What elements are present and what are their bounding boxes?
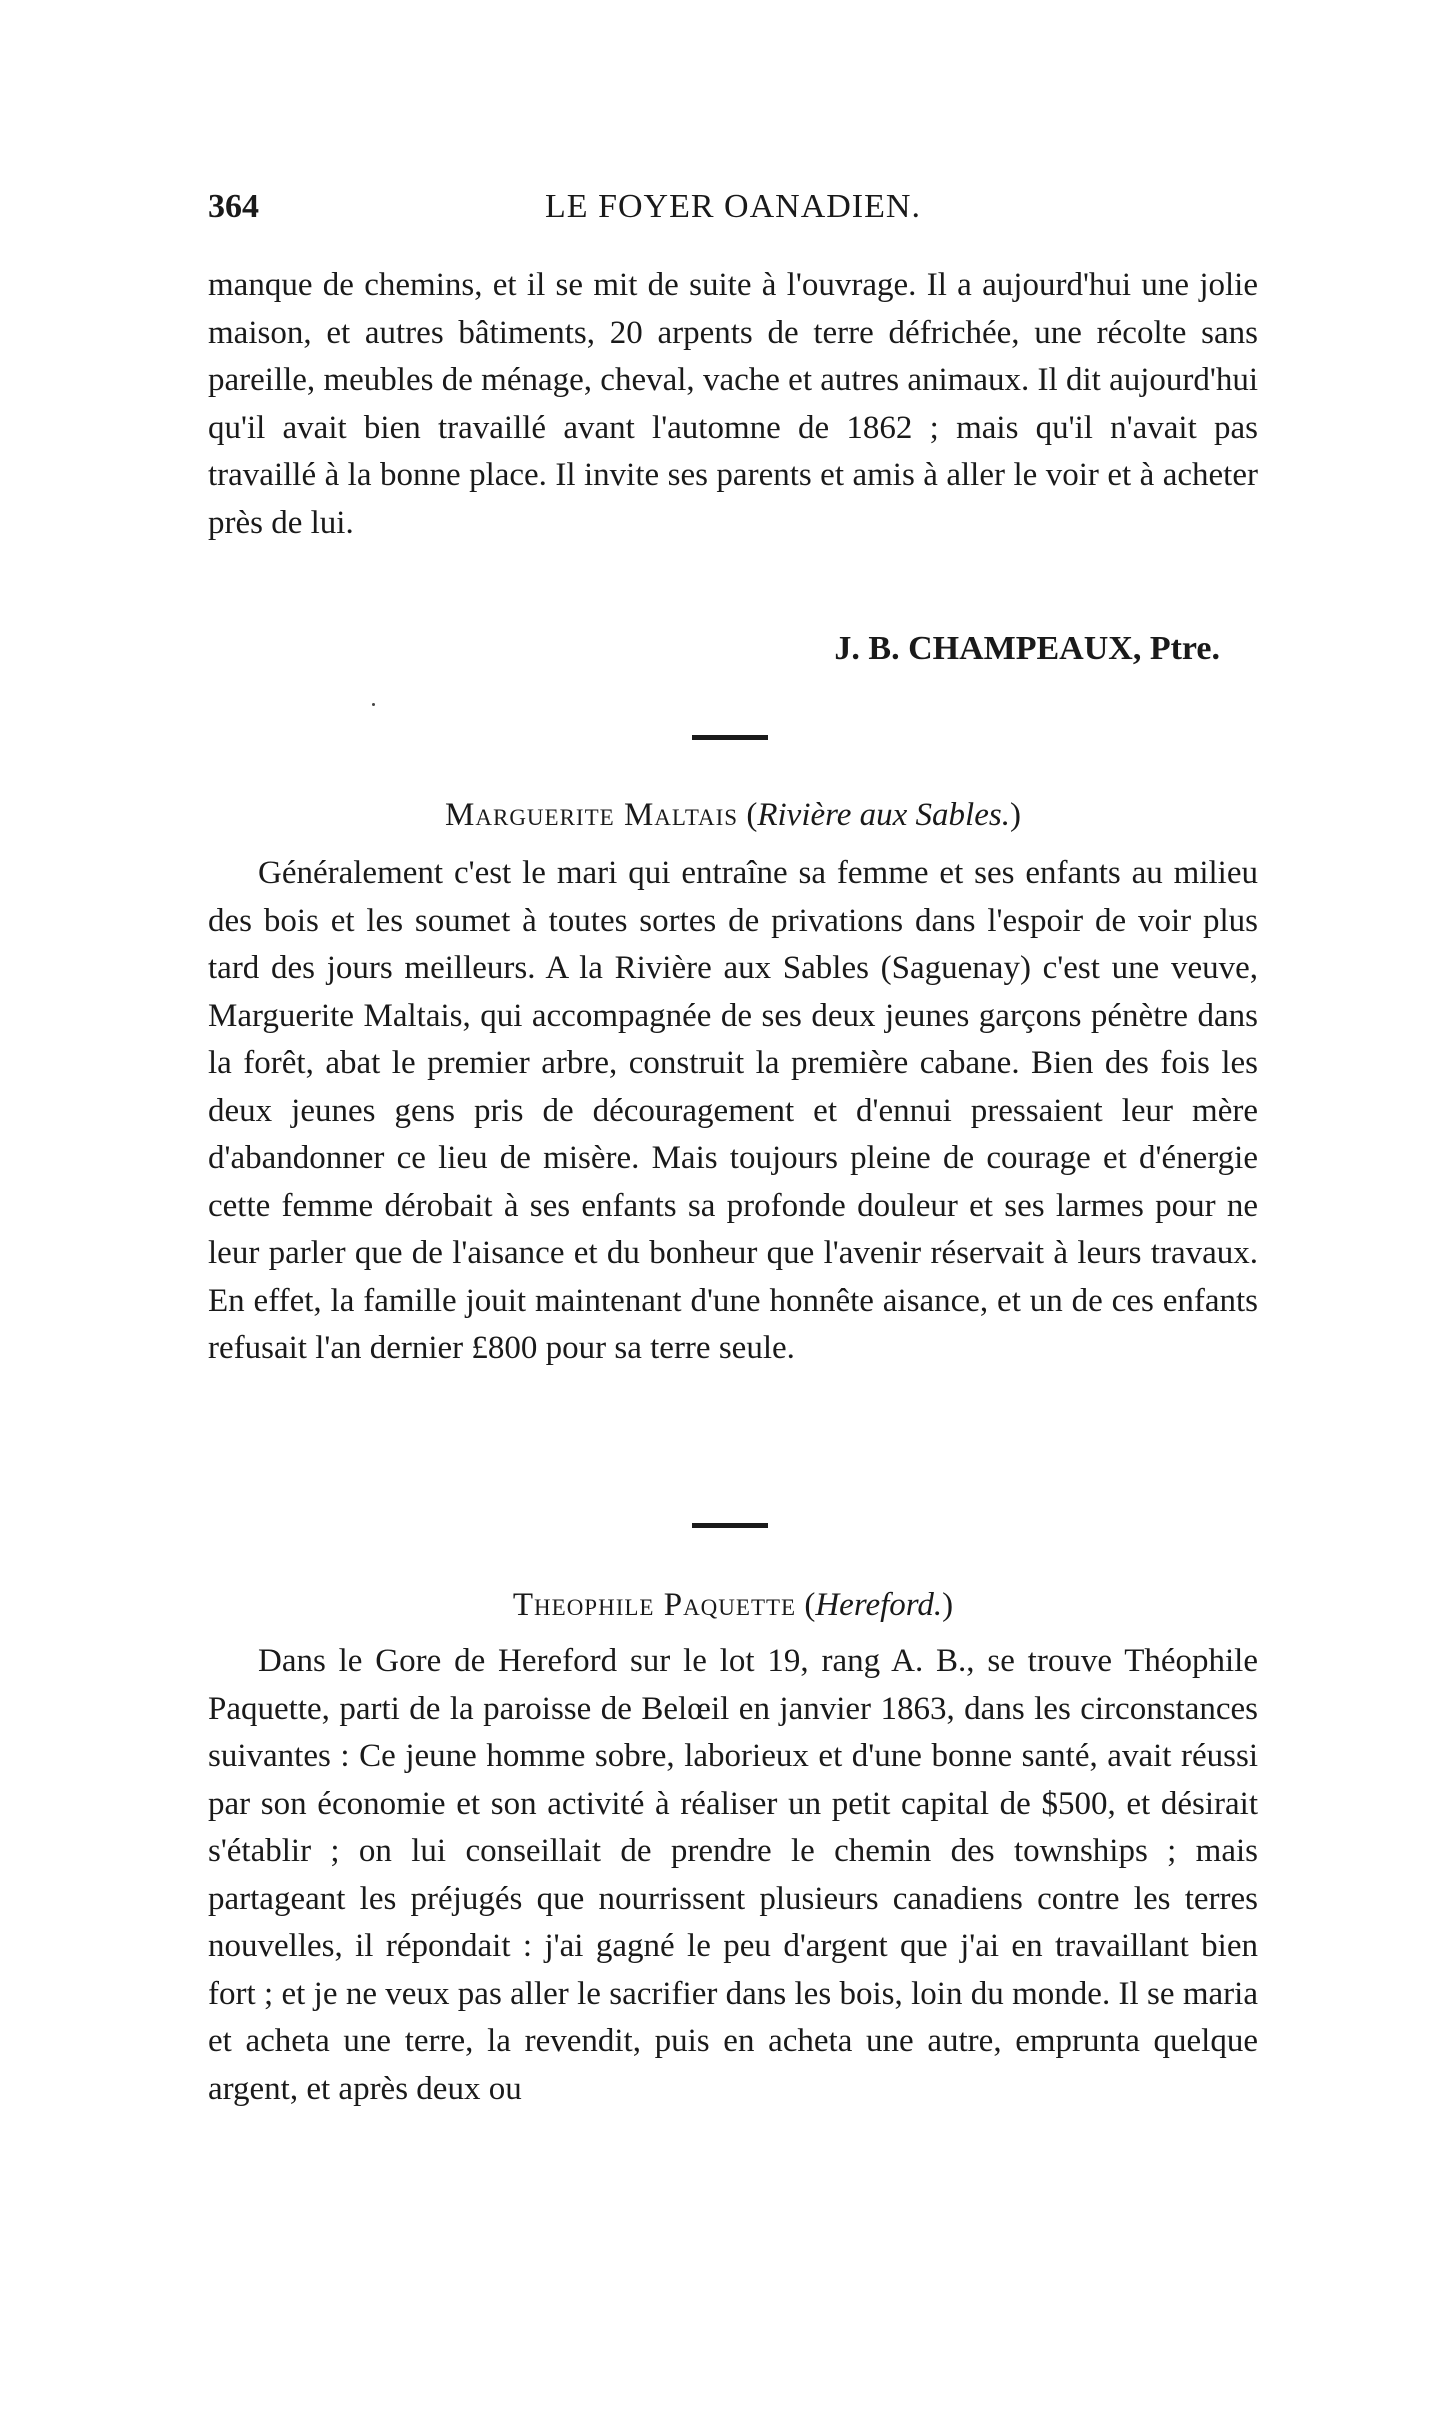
section-body-paquette — [208, 1638, 1258, 2113]
author-signature: J. B. CHAMPEAUX, Ptre. — [834, 630, 1220, 667]
page-header — [208, 182, 1258, 232]
continued-paragraph — [208, 262, 1258, 547]
paragraph-text: Dans le Gore de Hereford sur le lot 19, rang A. B., se trouve Théophile Paquette, parti de la paroisse de Belœil en janvier 1863, dans les circonstances suivantes : Ce jeune homme sobre, laborieux et d'une bonne santé, avait réussi par son économie et son activité à réaliser un petit capital de $500, et désirait s'établir ; on lui conseillait de prendre le chemin des townships ; mais partageant les préjugés que nourrissent plusieurs canadiens contre les terres nouvelles, il répondait : j'ai gagné le peu d'argent que j'ai en travaillant bien fort ; et je ne veux pas aller le sacrifier dans les bois, loin du monde. Il se maria et acheta une terre, la revendit, puis en acheta une autre, emprunta quelque argent, et après deux ou — [208, 1643, 1258, 2107]
page-number: 364 — [208, 188, 259, 225]
section-heading-paquette: Theophile Paquette (Hereford.) — [512, 1587, 954, 1623]
person-name: Theophile Paquette — [512, 1587, 797, 1623]
running-title: LE FOYER OANADIEN. — [545, 188, 921, 225]
section-divider — [692, 735, 768, 740]
section-heading-maltais: Marguerite Maltais (Rivière aux Sables.) — [445, 797, 1021, 833]
paragraph-text: Généralement c'est le mari qui entraîne sa femme et ses enfants au milieu des bois et les soumet à toutes sortes de privations dans l'espoir de voir plus tard des jours meilleurs. A la Rivière aux Sables (Saguenay) c'est une veuve, Marguerite Maltais, qui accompagnée de ses deux jeunes garçons pénètre dans la forêt, abat le premier arbre, construit la première cabane. Bien des fois les deux jeunes gens pris de découragement et d'ennui pressaient leur mère d'abandonner ce lieu de misère. Mais toujours pleine de courage et d'énergie cette femme dérobait à ses enfants sa profonde douleur et ses larmes pour ne leur parler que de l'aisance et du bonheur que l'avenir réservait à leurs travaux. En effet, la famille jouit maintenant d'une honnête aisance, et un de ces enfants refusait l'an dernier £800 pour sa terre seule. — [208, 855, 1258, 1366]
place-name: Hereford. — [815, 1587, 943, 1623]
person-name: Marguerite Maltais — [445, 797, 739, 833]
place-name: Rivière aux Sables. — [757, 797, 1010, 833]
paragraph-text: manque de chemins, et il se mit de suite à l'ouvrage. Il a aujourd'hui une jolie maison, et autres bâtiments, 20 arpents de terre défrichée, une récolte sans pareille, meubles de ménage, cheval, vache et autres animaux. Il dit aujourd'hui qu'il avait bien travaillé avant l'automne de 1862 ; mais qu'il n'avait pas travaillé à la bonne place. Il invite ses parents et amis à aller le voir et à acheter près de lui. — [208, 267, 1258, 541]
stray-ink-mark — [372, 703, 375, 706]
section-divider — [692, 1523, 768, 1528]
section-body-maltais — [208, 850, 1258, 1373]
